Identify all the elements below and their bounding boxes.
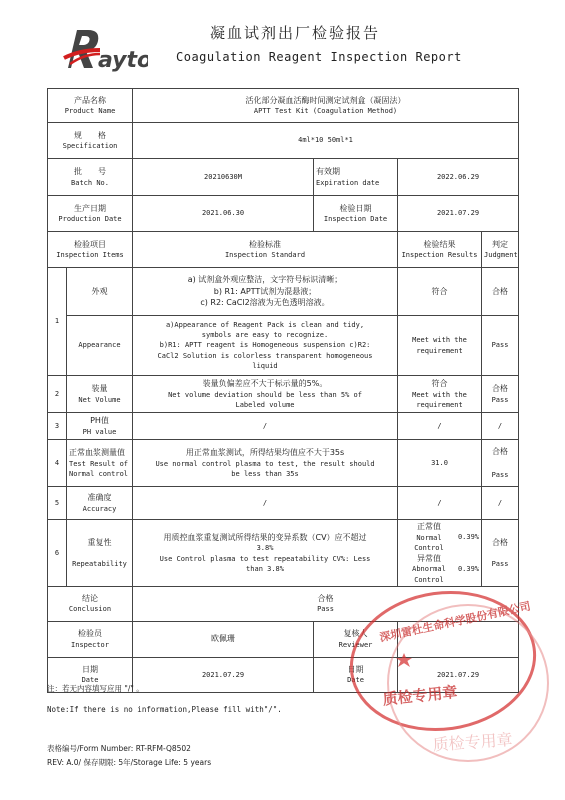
inspection-date-label: 检验日期 Inspection Date [314, 196, 398, 232]
item-ph-value: PH值 PH value [67, 413, 133, 440]
standard-ph-value: / [133, 413, 398, 440]
date-label: 日期 Date [48, 657, 133, 692]
standard-normal-control: 用正常血浆测试，所得结果均值应不大于35s Use normal control plasma to test, the result should be less than 35s [133, 440, 398, 487]
row-no-1: 1 [48, 268, 67, 376]
standard-accuracy: / [133, 487, 398, 520]
review-date-value: 2021.07.29 [398, 657, 519, 692]
header-items: 检验项目 Inspection Items [48, 232, 133, 268]
expiry-label: 有效期 Expiration date [314, 159, 398, 196]
review-date-label: 日期 Date [314, 657, 398, 692]
reviewer-label: 复核人 Reviewer [314, 621, 398, 657]
judge-normal-control: 合格 Pass [482, 440, 519, 487]
note-cn: 注：若无内容填写应用 "/" 。 [47, 684, 144, 693]
production-date-value: 2021.06.30 [133, 196, 314, 232]
header-results: 检验结果 Inspection Results [398, 232, 482, 268]
spec-value: 4ml*10 50ml*1 [133, 123, 519, 159]
inspection-date-value: 2021.07.29 [398, 196, 519, 232]
stamp-echo-label: 质检专用章 [432, 729, 514, 755]
result-accuracy: / [398, 487, 482, 520]
judge-appearance-en: Pass [482, 316, 519, 376]
spec-label: 规 格 Specification [48, 123, 133, 159]
inspector-label: 检验员 Inspector [48, 621, 133, 657]
standard-net-volume: 装量负偏差应不大于标示量的5%。 Net volume deviation should be less than 5% of Labeled volume [133, 376, 398, 413]
standard-appearance-en: a)Appearance of Reagent Pack is clean and tidy, symbols are easy to recognize. b)R1: APTT reagent is Homogeneous suspension c)R2: CaCl2 Solution is colorless transparent homogeneous liquid [133, 316, 398, 376]
stamp-label: 质检专用章 [381, 682, 459, 709]
row-no-3: 3 [48, 413, 67, 440]
standard-appearance-cn: a) 试剂盒外观应整洁，文字符号标识清晰； b) R1: APTT试剂为混悬液； c) R2: CaCl2溶液为无色透明溶液。 [133, 268, 398, 316]
item-net-volume: 装量 Net Volume [67, 376, 133, 413]
production-date-label: 生产日期 Production Date [48, 196, 133, 232]
result-appearance-cn: 符合 [398, 268, 482, 316]
inspector-value: 欧佩珊 [133, 621, 314, 657]
row-no-5: 5 [48, 487, 67, 520]
rayto-logo [60, 24, 148, 78]
item-appearance-cn: 外观 [67, 268, 133, 316]
item-normal-control: 正常血浆测量值 Test Result of Normal control [67, 440, 133, 487]
header-judgment: 判定 Judgment [482, 232, 519, 268]
result-net-volume: 符合 Meet with the requirement [398, 376, 482, 413]
conclusion-value: 合格 Pass [133, 586, 519, 621]
standard-repeatability: 用质控血浆重复测试所得结果的变异系数（CV）应不超过 3.8% Use Control plasma to test repeatability CV%: Less than 3.8% [133, 520, 398, 587]
report-title-cn: 凝血试剂出厂检验报告 [210, 24, 381, 42]
item-repeatability: 重复性 Repeatability [67, 520, 133, 587]
judge-accuracy: / [482, 487, 519, 520]
judge-ph-value: / [482, 413, 519, 440]
batch-label: 批 号 Batch No. [48, 159, 133, 196]
date-value: 2021.07.29 [133, 657, 314, 692]
stamp-company-text: 深圳雷杜生命科学股份有限公司 [378, 599, 532, 645]
judge-net-volume: 合格 Pass [482, 376, 519, 413]
conclusion-label: 结论 Conclusion [48, 586, 133, 621]
svg-text:ayto: ayto [98, 48, 148, 73]
product-name-label: 产品名称 Product Name [48, 89, 133, 123]
row-no-6: 6 [48, 520, 67, 587]
quality-inspection-stamp [338, 583, 558, 773]
report-title-en: Coagulation Reagent Inspection Report [176, 50, 462, 64]
batch-value: 20210630M [133, 159, 314, 196]
row-no-2: 2 [48, 376, 67, 413]
result-repeatability: 正常值 Normal Control 0.39% 异常值 Abnormal Control 0.39% [398, 520, 482, 587]
result-ph-value: / [398, 413, 482, 440]
result-normal-control: 31.0 [398, 440, 482, 487]
revision-storage: REV: A.0/ 保存期限: 5年/Storage Life: 5 years [47, 758, 212, 767]
expiry-value: 2022.06.29 [398, 159, 519, 196]
judge-repeatability: 合格 Pass [482, 520, 519, 587]
note-en: Note:If there is no information,Please fill with"/". [47, 705, 282, 714]
item-appearance-en: Appearance [67, 316, 133, 376]
form-number: 表格编号/Form Number: RT-RFM-Q8502 [47, 744, 191, 753]
result-appearance-en: Meet with the requirement [398, 316, 482, 376]
header-standard: 检验标准 Inspection Standard [133, 232, 398, 268]
product-name-value: 活化部分凝血活酶时间测定试剂盒（凝固法） APTT Test Kit (Coagulation Method) [133, 89, 519, 123]
row-no-4: 4 [48, 440, 67, 487]
judge-appearance-cn: 合格 [482, 268, 519, 316]
item-accuracy: 准确度 Accuracy [67, 487, 133, 520]
